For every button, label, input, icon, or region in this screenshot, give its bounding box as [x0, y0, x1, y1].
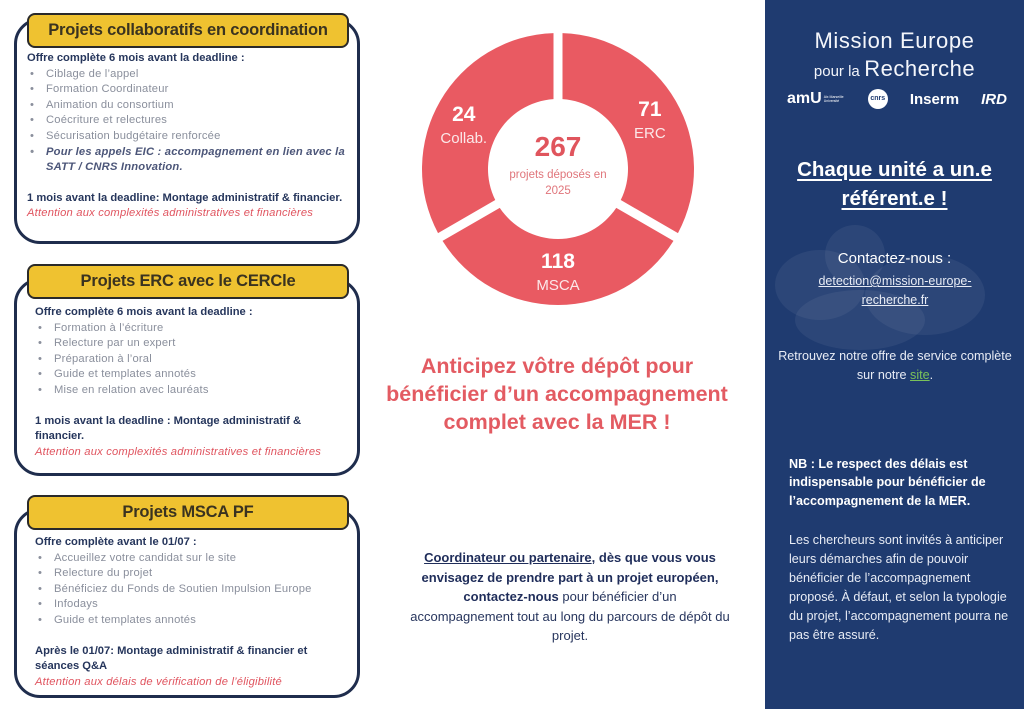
donut-label-erc: ERC [633, 125, 666, 143]
deadline-text: 1 mois avant la deadline : Montage administratif & financier. [35, 414, 302, 443]
info-panel [765, 0, 1024, 709]
donut-value-msca: 118 [541, 250, 575, 273]
list-item: • Accueillez votre candidat sur le site [35, 551, 345, 567]
list-item: • Animation du consortium [27, 98, 345, 114]
call-to-action: Anticipez vôtre dépôt pour bénéficier d’un accompagnement complet avec la MER ! [386, 354, 728, 434]
ird-logo: IRD [981, 90, 1007, 108]
donut-value-collab: 24 [452, 103, 476, 127]
box-body [27, 51, 345, 222]
warning-text: Attention aux complexités administratives et financières [35, 445, 322, 458]
referent-tagline: Chaque unité a un.e référent.e ! [797, 158, 992, 210]
box-msca-projects [14, 503, 360, 698]
box-body [35, 305, 345, 460]
contact-paragraph [410, 548, 730, 646]
donut-label-msca: MSCA [536, 277, 580, 294]
nb-notice: NB : Le respect des délais est indispensable pour bénéficier de l’accompagnement de la MER. [789, 457, 986, 508]
list-item: • Coécriture et relectures [27, 113, 345, 129]
service-list [35, 551, 345, 629]
list-item: • Infodays [35, 597, 345, 613]
contact-email-link[interactable]: detection@mission-europe-recherche.fr [818, 274, 972, 307]
nb-detail: Les chercheurs sont invités à anticiper leurs démarches afin de pouvoir bénéficier de l’accompagnement proposé. À défaut, et selon la typologie du projet, l’accompagnement pourra ne pas être assuré. [789, 533, 1009, 642]
donut-subtitle: projets déposés en 2025 [509, 169, 607, 197]
brand-subtitle [765, 56, 1024, 82]
list-item: • Préparation à l’oral [35, 352, 345, 368]
warning-text: Attention aux complexités administratives et financières [27, 207, 314, 220]
box-intro: Offre complète 6 mois avant la deadline : [27, 52, 245, 64]
service-list [35, 321, 345, 399]
box-title: Projets ERC avec le CERCle [27, 264, 349, 299]
box-title: Projets MSCA PF [27, 495, 349, 530]
box-deadline-note [35, 644, 345, 691]
partner-logos [787, 88, 1007, 110]
donut-total: 267 [534, 131, 582, 162]
box-collaborative-projects [14, 18, 360, 244]
list-item-eic: • Pour les appels EIC : accompagnement en lien avec la SATT / CNRS Innovation. [27, 145, 345, 176]
inserm-logo: Inserm [909, 90, 960, 108]
contact-label: Contactez-nous : [837, 250, 952, 267]
amu-logo [787, 90, 846, 108]
list-item: • Bénéficiez du Fonds de Soutien Impulsion Europe [35, 582, 345, 598]
amu-logo-text: amU [787, 90, 822, 107]
brand-title: Mission Europe [814, 28, 975, 53]
warning-text: Attention aux délais de vérification de l’éligibilité [35, 675, 282, 688]
list-item: • Guide et templates annotés [35, 613, 345, 629]
box-title: Projets collaboratifs en coordination [27, 13, 349, 48]
cnrs-logo: cnrs [868, 89, 888, 109]
brand-big: Recherche [864, 56, 976, 81]
list-item: • Formation Coordinateur [27, 82, 345, 98]
site-link[interactable]: site [910, 368, 930, 382]
contact-bold-text: , dès que vous vous envisagez de prendre part à un projet européen, contactez-nous [421, 550, 719, 605]
amu-logo-subtext: Aix Marseille Université [823, 95, 844, 103]
donut-value-erc: 71 [638, 98, 662, 122]
service-list [27, 67, 345, 176]
list-item: • Relecture par un expert [35, 336, 345, 352]
coordinator-partner-text: Coordinateur ou partenaire [424, 550, 592, 565]
brand-small: pour la [813, 63, 860, 80]
deadline-text: 1 mois avant la deadline: Montage administratif & financier. [27, 191, 343, 204]
list-item: • Mise en relation avec lauréats [35, 383, 345, 399]
box-deadline-note [35, 414, 345, 461]
list-item: • Sécurisation budgétaire renforcée [27, 129, 345, 145]
donut-label-collab: Collab. [440, 130, 488, 148]
box-intro: Offre complète 6 mois avant la deadline : [35, 306, 253, 318]
offer-text [777, 347, 1013, 385]
donut-chart-container [405, 25, 715, 315]
list-item: • Guide et templates annotés [35, 367, 345, 383]
list-item: • Formation à l’écriture [35, 321, 345, 337]
box-intro: Offre complète avant le 01/07 : [35, 536, 197, 548]
contact-rest-text: pour bénéficier d’un accompagnement tout au long du parcours de dépôt du projet. [410, 589, 730, 644]
list-item: • Ciblage de l’appel [27, 67, 345, 83]
box-deadline-note [27, 191, 345, 222]
offer-text-end: . [929, 368, 934, 382]
donut-segment-erc [562, 33, 694, 233]
deadline-text: Après le 01/07: Montage administratif & financier et séances Q&A [35, 644, 308, 673]
box-erc-projects [14, 272, 360, 476]
box-body [35, 535, 345, 690]
list-item: • Relecture du projet [35, 566, 345, 582]
offer-text-main: Retrouvez notre offre de service complète sur notre [778, 349, 1012, 382]
